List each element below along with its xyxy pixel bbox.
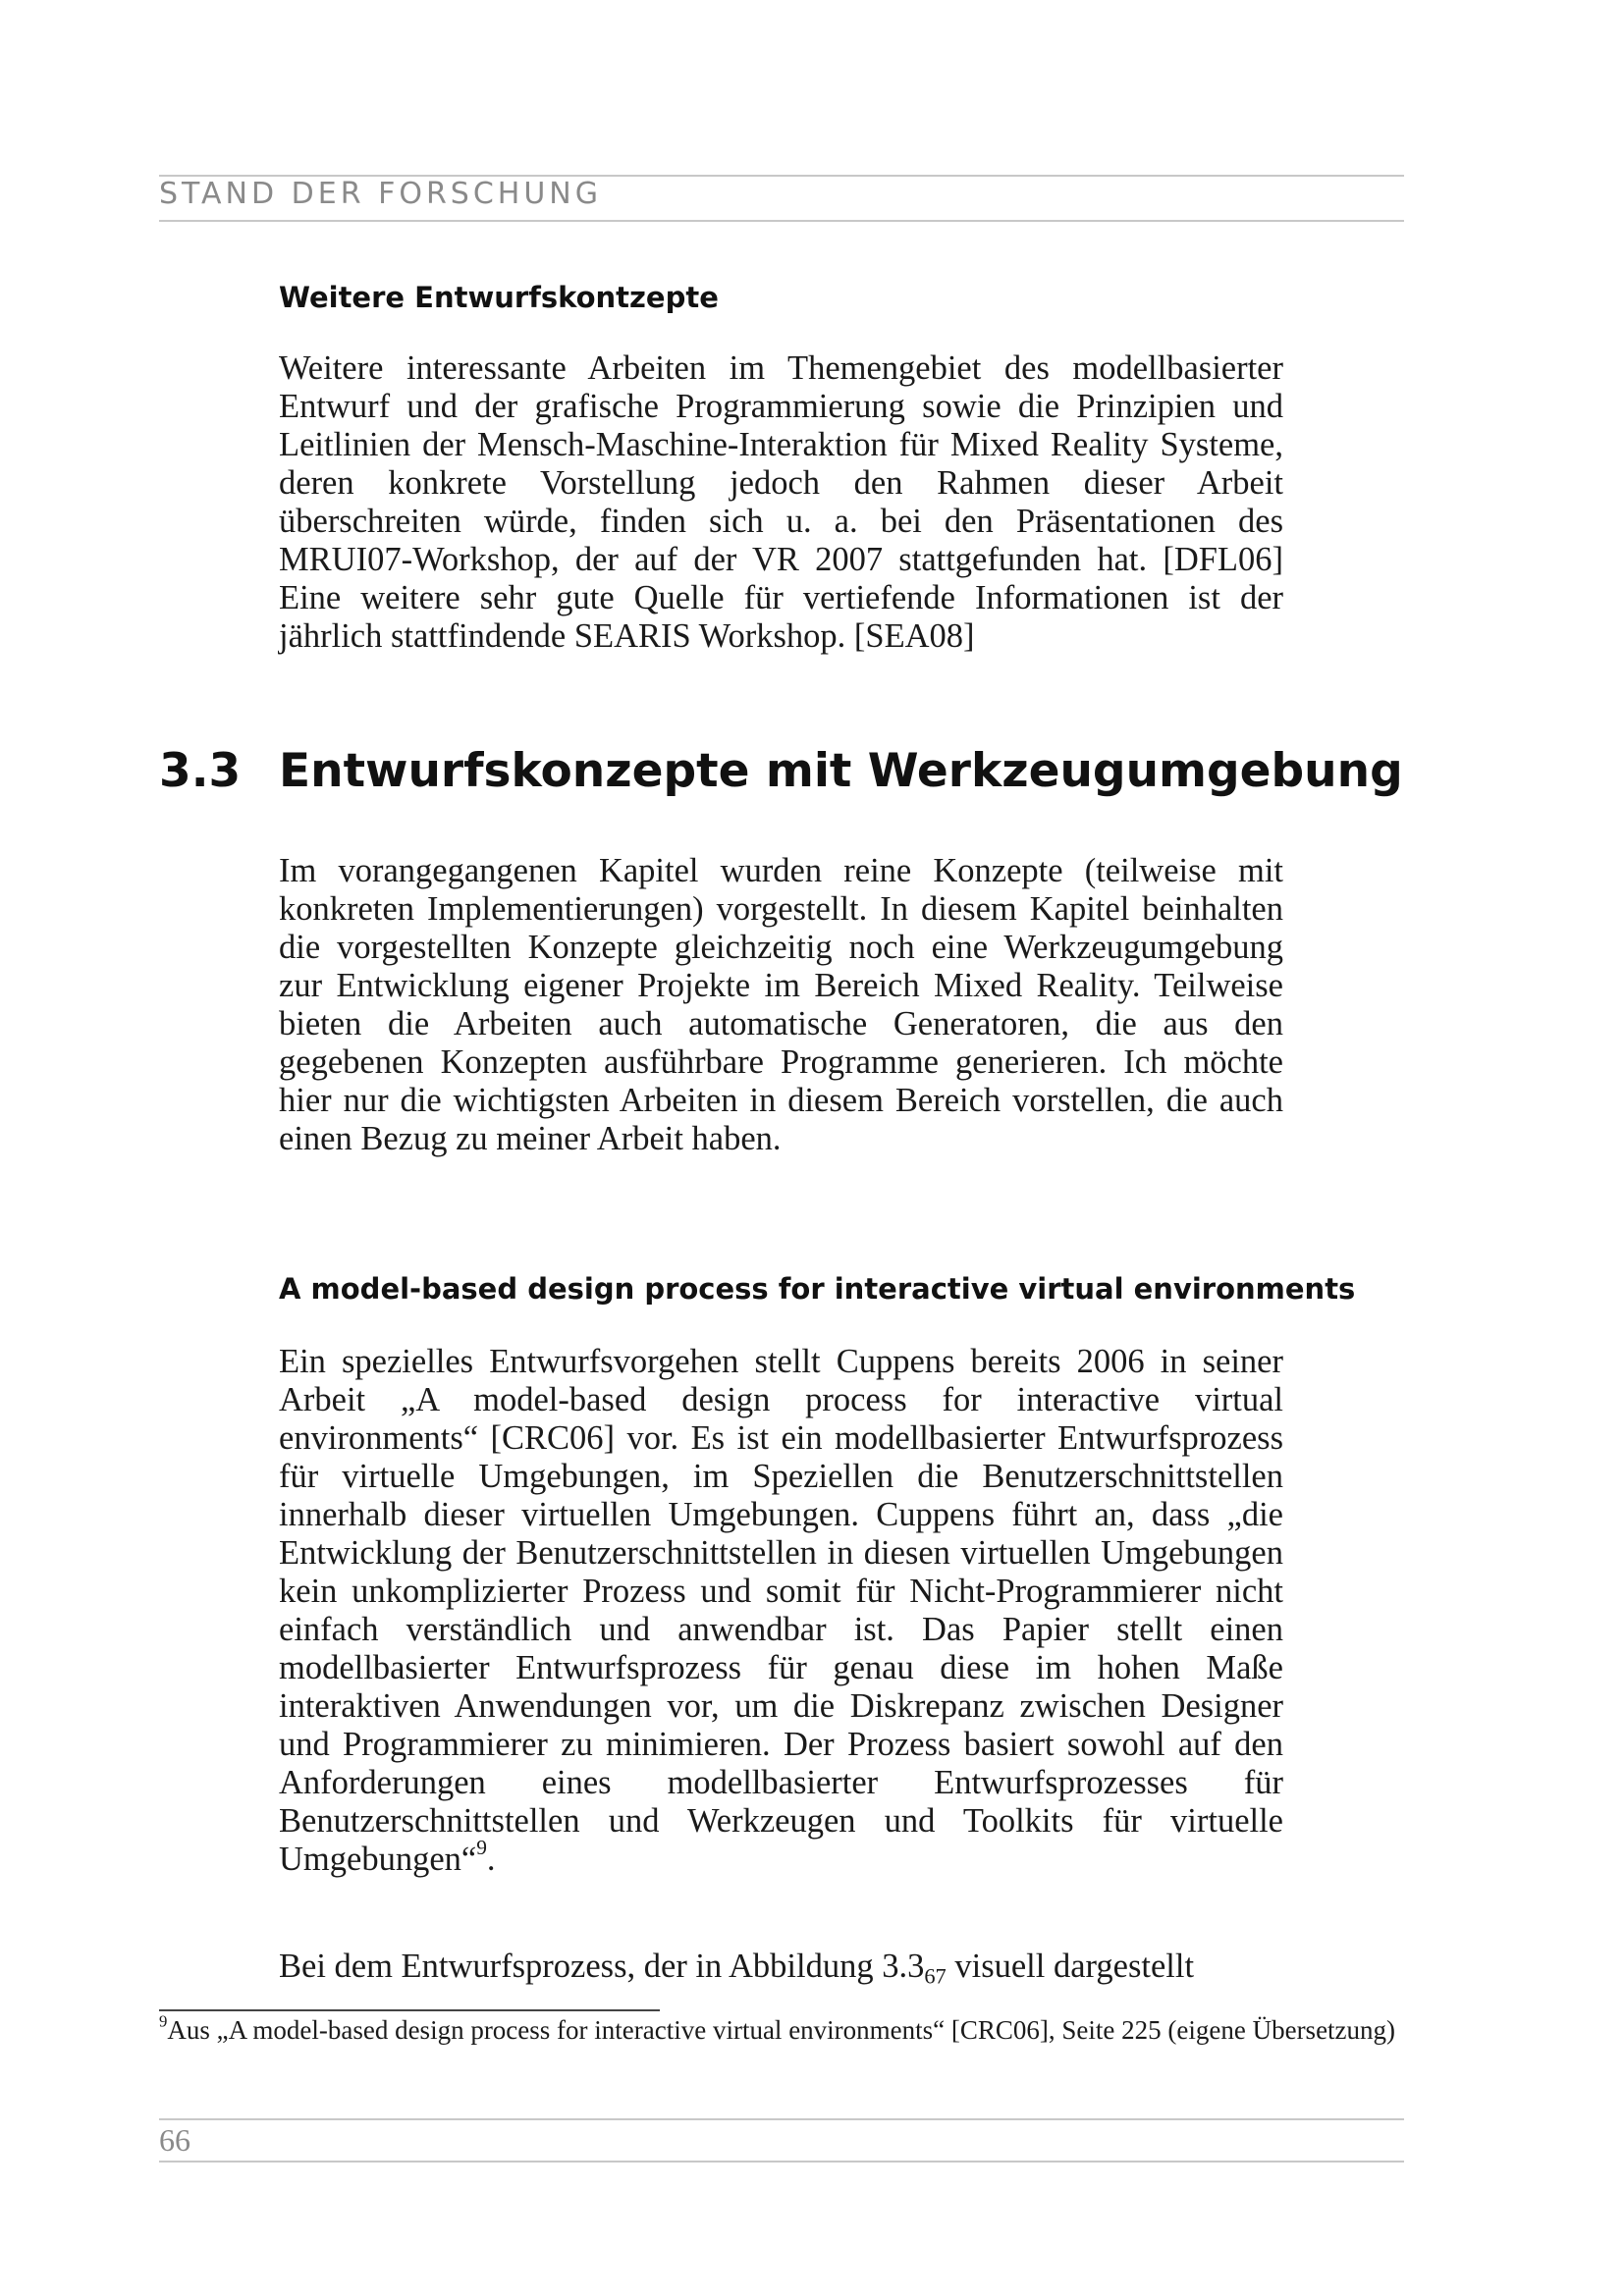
footnote-marker: 9: [159, 2011, 168, 2031]
paragraph-weitere: Weitere interessante Arbeiten im Themengebiet des modellbasierter Entwurf und der grafische Programmierung sowie die Prinzipien und Leitlinien der Mensch-Maschine-Interaktion für Mixed Reality Systeme, deren konkrete Vorstellung jedoch den Rahmen dieser Arbeit überschreiten würde, finden sich u. a. bei den Präsentationen des MRUI07-Workshop, der auf der VR 2007 stattgefunden hat. [DFL06] Eine weitere sehr gute Quelle für vertiefende Informationen ist der jährlich stattfindende SEARIS Workshop. [SEA08]: [279, 349, 1283, 655]
section-number: 3.3: [159, 744, 242, 798]
footer-bottom-rule: [159, 2161, 1404, 2163]
paragraph-entwurfsprozess: [279, 1948, 1283, 1989]
footnote: [159, 2011, 1404, 2047]
header-bottom-rule: [159, 220, 1404, 222]
footer-top-rule: [159, 2118, 1404, 2120]
footnote-ref[interactable]: 9: [476, 1835, 487, 1859]
paragraph-entwurfsprozess-end: visuell dargestellt: [946, 1948, 1195, 1985]
paragraph-section-intro: Im vorangegangenen Kapitel wurden reine Konzepte (teilweise mit konkreten Implementierungen) vorgestellt. In diesem Kapitel beinhalten die vorgestellten Konzepte gleichzeitig noch eine Werkzeugumgebung zur Entwicklung eigener Projekte im Bereich Mixed Reality. Teilweise bieten die Arbeiten auch automatische Generatoren, die aus den gegebenen Konzepten ausführbare Programme generieren. Ich möchte hier nur die wichtigsten Arbeiten in diesem Bereich vorstellen, die auch einen Bezug zu meiner Arbeit haben.: [279, 852, 1283, 1157]
subsection-title-model-based: A model-based design process for interactive virtual environments: [279, 1272, 1356, 1306]
paragraph-cuppens-text: Ein spezielles Entwurfsvorgehen stellt Cuppens bereits 2006 in seiner Arbeit „A model-based design process for interactive virtual environments“ [CRC06] vor. Es ist ein modellbasierter Entwurfsprozess für virtuelle Umgebungen, im Speziellen die Benutzerschnittstellen innerhalb dieser virtuellen Umgebungen. Cuppens führt an, dass „die Entwicklung der Benutzerschnittstellen in diesen virtuellen Umgebungen kein unkomplizierter Prozess und somit für Nicht-Programmierer nicht einfach verständlich und anwendbar ist. Das Papier stellt einen modellbasierter Entwurfsprozess für genau diese im hohen Maße interaktiven Anwendungen vor, um die Diskrepanz zwischen Designer und Programmierer zu minimieren. Der Prozess basiert sowohl auf den Anforderungen eines modellbasierter Entwurfsprozesses für Benutzerschnittstellen und Werkzeugen und Toolkits für virtuelle Umgebungen“: [279, 1343, 1283, 1878]
running-head: STAND DER FORSCHUNG: [159, 177, 602, 211]
subsection-title-weitere: Weitere Entwurfskontzepte: [279, 281, 719, 314]
footnote-rule: [159, 2009, 660, 2011]
paragraph-entwurfsprozess-start: Bei dem Entwurfsprozess, der in Abbildung 3.3: [279, 1948, 925, 1985]
figure-page-ref[interactable]: 67: [924, 1963, 947, 1989]
page-number: 66: [159, 2122, 190, 2158]
footnote-text: Aus „A model-based design process for interactive virtual environments“ [CRC06], Seite 225 (eigene Übersetzung): [167, 2015, 1396, 2045]
paragraph-cuppens: Ein spezielles Entwurfsvorgehen stellt Cuppens bereits 2006 in seiner Arbeit „A model-based design process for interactive virtual environments“ [CRC06] vor. Es ist ein modellbasierter Entwurfsprozess für virtuelle Umgebungen, im Speziellen die Benutzerschnittstellen innerhalb dieser virtuellen Umgebungen. Cuppens führt an, dass „die Entwicklung der Benutzerschnittstellen in diesen virtuellen Umgebungen kein unkomplizierter Prozess und somit für Nicht-Programmierer nicht einfach verständlich und anwendbar ist. Das Papier stellt einen modellbasierter Entwurfsprozess für genau diese im hohen Maße interaktiven Anwendungen vor, um die Diskrepanz zwischen Designer und Programmierer zu minimieren. Der Prozess basiert sowohl auf den Anforderungen eines modellbasierter Entwurfsprozesses für Benutzerschnittstellen und Werkzeugen und Toolkits für virtuelle Umgebungen“$^9$.: [279, 1343, 1283, 1878]
section-title: Entwurfskonzepte mit Werkzeugumgebung: [279, 744, 1403, 798]
section-heading: [159, 744, 1403, 798]
